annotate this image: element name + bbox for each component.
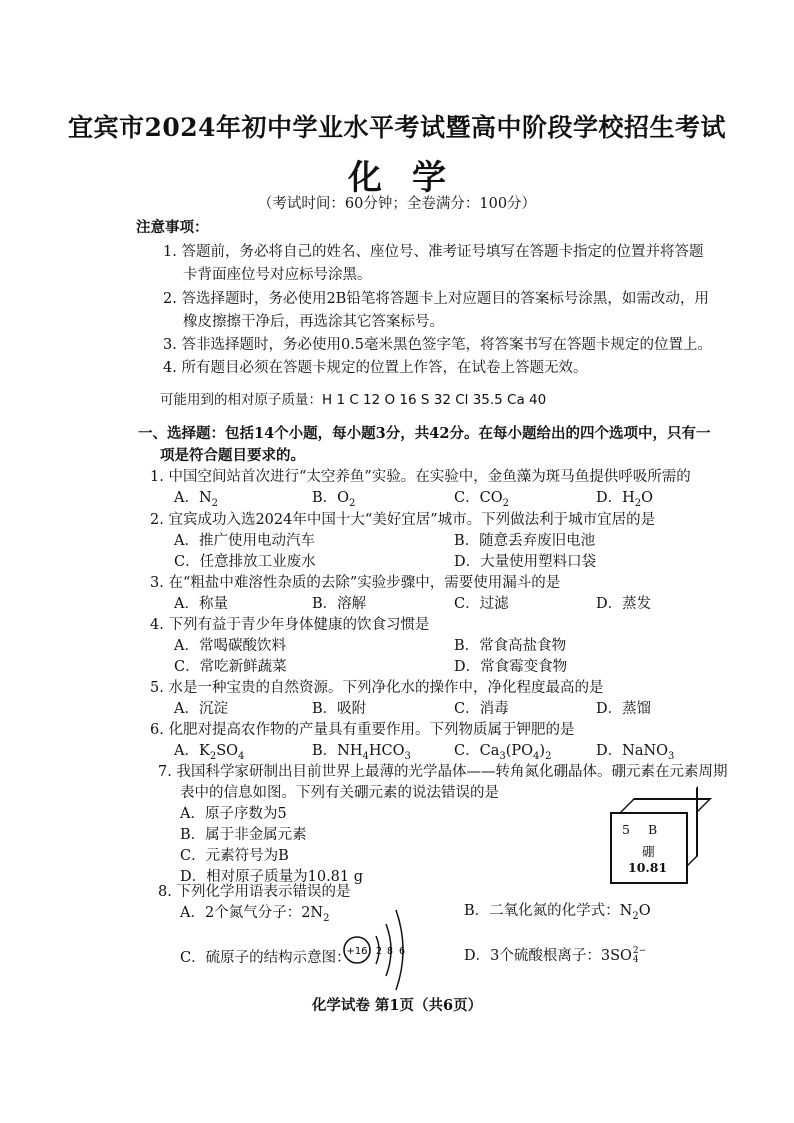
nucleus-charge: +16: [346, 946, 368, 957]
question-3-option-d: D．蒸发: [596, 596, 652, 612]
question-8-option-d: D．3个硫酸根离子：3SO 2− 4: [464, 946, 647, 965]
shell-electrons-1: 2: [375, 946, 383, 957]
notice-item-2-cont: 橡皮擦擦干净后，再选涂其它答案标号。: [183, 314, 444, 330]
question-6-option-d: D．NaNO$_3$: [596, 743, 675, 762]
exam-title: 宜宾市2024年初中学业水平考试暨高中阶段学校招生考试: [67, 113, 727, 142]
notice-item-1-cont: 卡背面座位号对应标号涂黑。: [183, 267, 372, 283]
shell-electrons-2: 8: [386, 946, 394, 957]
question-3-option-c: C．过滤: [454, 596, 509, 612]
element-symbol: B: [648, 822, 658, 837]
question-3-stem: 3. 在“粗盐中难溶性杂质的去除”实验步骤中，需要使用漏斗的是: [150, 575, 561, 591]
question-2-option-a: A．推广使用电动汽车: [174, 533, 315, 549]
element-name: 硼: [642, 844, 655, 859]
question-4-stem: 4. 下列有益于青少年身体健康的饮食习惯是: [150, 617, 430, 633]
element-card-top-face: [620, 798, 712, 812]
question-3-option-a: A．称量: [174, 596, 228, 612]
page-footer: 化学试卷 第1页（共6页）: [311, 997, 483, 1014]
question-7-option-a: A．原子序数为5: [180, 806, 287, 822]
question-1-option-d: D．$H_2O$: [596, 490, 654, 509]
element-atomic-mass: 10.81: [628, 860, 668, 875]
question-2-option-d: D．大量使用塑料口袋: [454, 554, 597, 570]
notice-item-2: 2. 答选择题时，务必使用2B铅笔将答题卡上对应题目的答案标号涂黑，如需改动，用: [163, 291, 709, 307]
question-5-option-b: B．吸附: [312, 701, 367, 717]
question-7-stem-line1: 7. 我国科学家研制出目前世界上最薄的光学晶体——转角氮化硼晶体。硼元素在元素周期: [158, 764, 728, 780]
question-3-option-b: B．溶解: [312, 596, 367, 612]
question-5-option-c: C．消毒: [454, 701, 509, 717]
question-7-stem-line2: 表中的信息如图。下列有关硼元素的说法错误的是: [180, 785, 499, 801]
element-atomic-number: 5: [622, 822, 630, 837]
question-4-option-c: C．常吃新鲜蔬菜: [174, 659, 287, 675]
question-4-option-a: A．常喝碳酸饮料: [174, 638, 286, 654]
question-5-option-a: A．沉淀: [174, 701, 228, 717]
question-1-option-c: C．$CO_2$: [454, 490, 509, 509]
question-5-stem: 5. 水是一种宝贵的自然资源。下列净化水的操作中，净化程度最高的是: [150, 680, 604, 696]
question-6-option-c: C．$Ca_3(PO_4)_2$: [454, 743, 552, 762]
question-8-option-b: B．二氧化氮的化学式：$N_2O$: [464, 903, 651, 922]
section-1-heading: 一、选择题：包括14个小题，每小题3分，共42分。在每小题给出的四个选项中，只有一: [138, 425, 711, 442]
notice-item-4: 4. 所有题目必须在答题卡规定的位置上作答，在试卷上答题无效。: [163, 360, 588, 376]
question-4-option-b: B．常食高盐食物: [454, 638, 567, 654]
question-7-option-d: D．相对原子质量为10.81 g: [180, 869, 364, 885]
question-1-option-a: A．$N_2$: [174, 490, 219, 509]
atomic-masses: 可能用到的相对原子质量：H 1 C 12 O 16 S 32 Cl 35.5 Ca 40: [160, 392, 547, 408]
question-6-option-b: B．$NH_4HCO_3$: [312, 743, 411, 762]
shell-electrons-3: 6: [398, 946, 406, 957]
question-1-option-b: B．$O_2$: [312, 490, 356, 509]
question-8-option-c: C．硫原子的结构示意图：: [180, 950, 351, 966]
question-7-option-b: B．属于非金属元素: [180, 827, 307, 843]
question-6-stem: 6. 化肥对提高农作物的产量具有重要作用。下列物质属于钾肥的是: [150, 722, 575, 738]
question-2-option-b: B．随意丢弃废旧电池: [454, 533, 596, 549]
question-1-stem: 1. 中国空间站首次进行“太空养鱼”实验。在实验中，金鱼藻为斑马鱼提供呼吸所需的: [150, 469, 691, 485]
sulfur-atom-diagram: [340, 906, 420, 994]
exam-info: （考试时间：60分钟；全卷满分：100分）: [257, 196, 537, 212]
subject-title: 化学: [348, 158, 476, 198]
notice-heading: 注意事项：: [136, 219, 209, 236]
question-4-option-d: D．常食霉变食物: [454, 659, 568, 675]
question-2-option-c: C．任意排放工业废水: [174, 554, 316, 570]
section-1-heading-cont: 项是符合题目要求的。: [160, 447, 305, 464]
question-8-stem: 8. 下列化学用语表示错误的是: [158, 884, 351, 900]
question-8-option-a: A．2个氮气分子：$2N_2$: [180, 905, 330, 924]
question-6-option-a: A．$K_2SO_4$: [174, 743, 245, 762]
question-7-option-c: C．元素符号为B: [180, 848, 289, 864]
question-5-option-d: D．蒸馏: [596, 701, 652, 717]
question-2-stem: 2. 宜宾成功入选2024年中国十大“美好宜居”城市。下列做法利于城市宜居的是: [150, 512, 656, 528]
notice-item-3: 3. 答非选择题时，务必使用0.5毫米黑色签字笔，将答案书写在答题卡规定的位置上。: [163, 337, 713, 353]
notice-item-1: 1. 答题前，务必将自己的姓名、座位号、准考证号填写在答题卡指定的位置并将答题: [163, 244, 704, 260]
